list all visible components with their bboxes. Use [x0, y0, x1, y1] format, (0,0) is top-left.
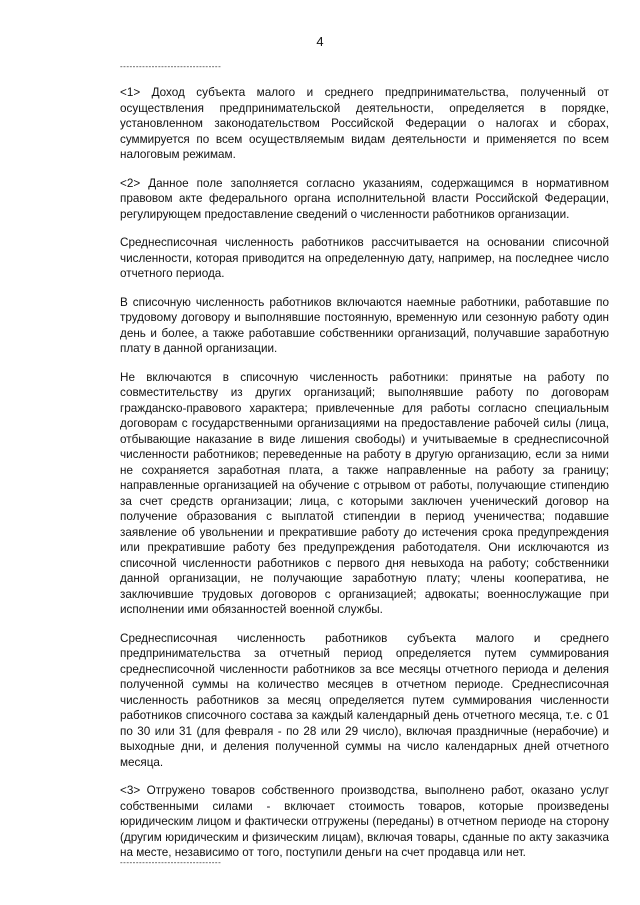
footnotes-body [120, 85, 609, 861]
page-number: 4 [316, 34, 324, 49]
footnote-2-paragraph: <2> Данное поле заполняется согласно указаниям, содержащимся в нормативном правовом акте федерального органа исполнительной власти Российской Федерации, регулирующем предоставление сведений о численности работников организации. [120, 176, 609, 221]
footnote-3-paragraph: <3> Отгружено товаров собственного производства, выполнено работ, оказано услуг собственными силами - включает стоимость товаров, которые произведены юридическим лицом и фактически отгружены (переданы) в отчетном периоде на сторону (другим юридическим и физическим лицам), включая товары, сданные по акту заказчика на месте, независимо от того, поступили деньги на счет продавца или нет. [120, 784, 609, 859]
footnote-separator-top: -------------------------------- [120, 62, 222, 71]
footnote-1-paragraph: <1> Доход субъекта малого и среднего предпринимательства, полученный от осуществления предпринимательской деятельности, определяется в порядке, установленном законодательством Российской Федерации о налогах и сборах, суммируется по всем осуществляемым видам деятельности и применяется по всем налоговым режимам. [120, 86, 609, 161]
average-headcount-calculation-paragraph: Среднесписочная численность работников субъекта малого и среднего предпринимательства за отчетный период определяется путем суммирования среднесписочной численности работников за все месяцы отчетного периода и деления полученной суммы на количество месяцев в отчетном периоде. Среднесписочная численность работников за месяц определяется путем суммирования численности работников списочного состава за каждый календарный день отчетного месяца, т.е. с 01 по 30 или 31 (для февраля - по 28 или 29 число), включая праздничные (нерабочие) и выходные дни, и деления полученной суммы на число календарных дней отчетного месяца. [120, 631, 609, 769]
headcount-inclusion-paragraph: В списочную численность работников включаются наемные работники, работавшие по трудовому договору и выполнявшие постоянную, временную или сезонную работу один день и более, а также работавшие собственники организаций, получавшие заработную плату в данной организации. [120, 295, 609, 355]
footnote-separator-bottom: -------------------------------- [120, 858, 222, 867]
headcount-exclusion-paragraph: Не включаются в списочную численность работники: принятые на работу по совместительству из других организаций; выполнявшие работу по договорам гражданско-правового характера; привлеченные для работы согласно специальным договорам с государственными организациями на предоставление рабочей силы (лица, отбывающие наказание в виде лишения свободы) и учитываемые в среднесписочной численности работников; переведенные на работу в другую организацию, если за ними не сохраняется заработная плата, а также направленные на работу за границу; направленные организацией на обучение с отрывом от работы, получающие стипендию за счет средств организации; лица, с которыми заключен ученический договор на получение образования с выплатой стипендии в период ученичества; подавшие заявление об увольнении и прекратившие работу до истечения срока предупреждения или прекратившие работу без предупреждения работодателя. Они исключаются из списочной численности работников с первого дня невыхода на работу; собственники данной организации, не получающие заработную плату; члены кооператива, не заключившие трудовых договоров с организацией; адвокаты; военнослужащие при исполнении ими обязанностей военной службы. [120, 370, 609, 616]
average-headcount-paragraph: Среднесписочная численность работников рассчитывается на основании списочной численности, которая приводится на определенную дату, например, на последнее число отчетного периода. [120, 236, 609, 280]
